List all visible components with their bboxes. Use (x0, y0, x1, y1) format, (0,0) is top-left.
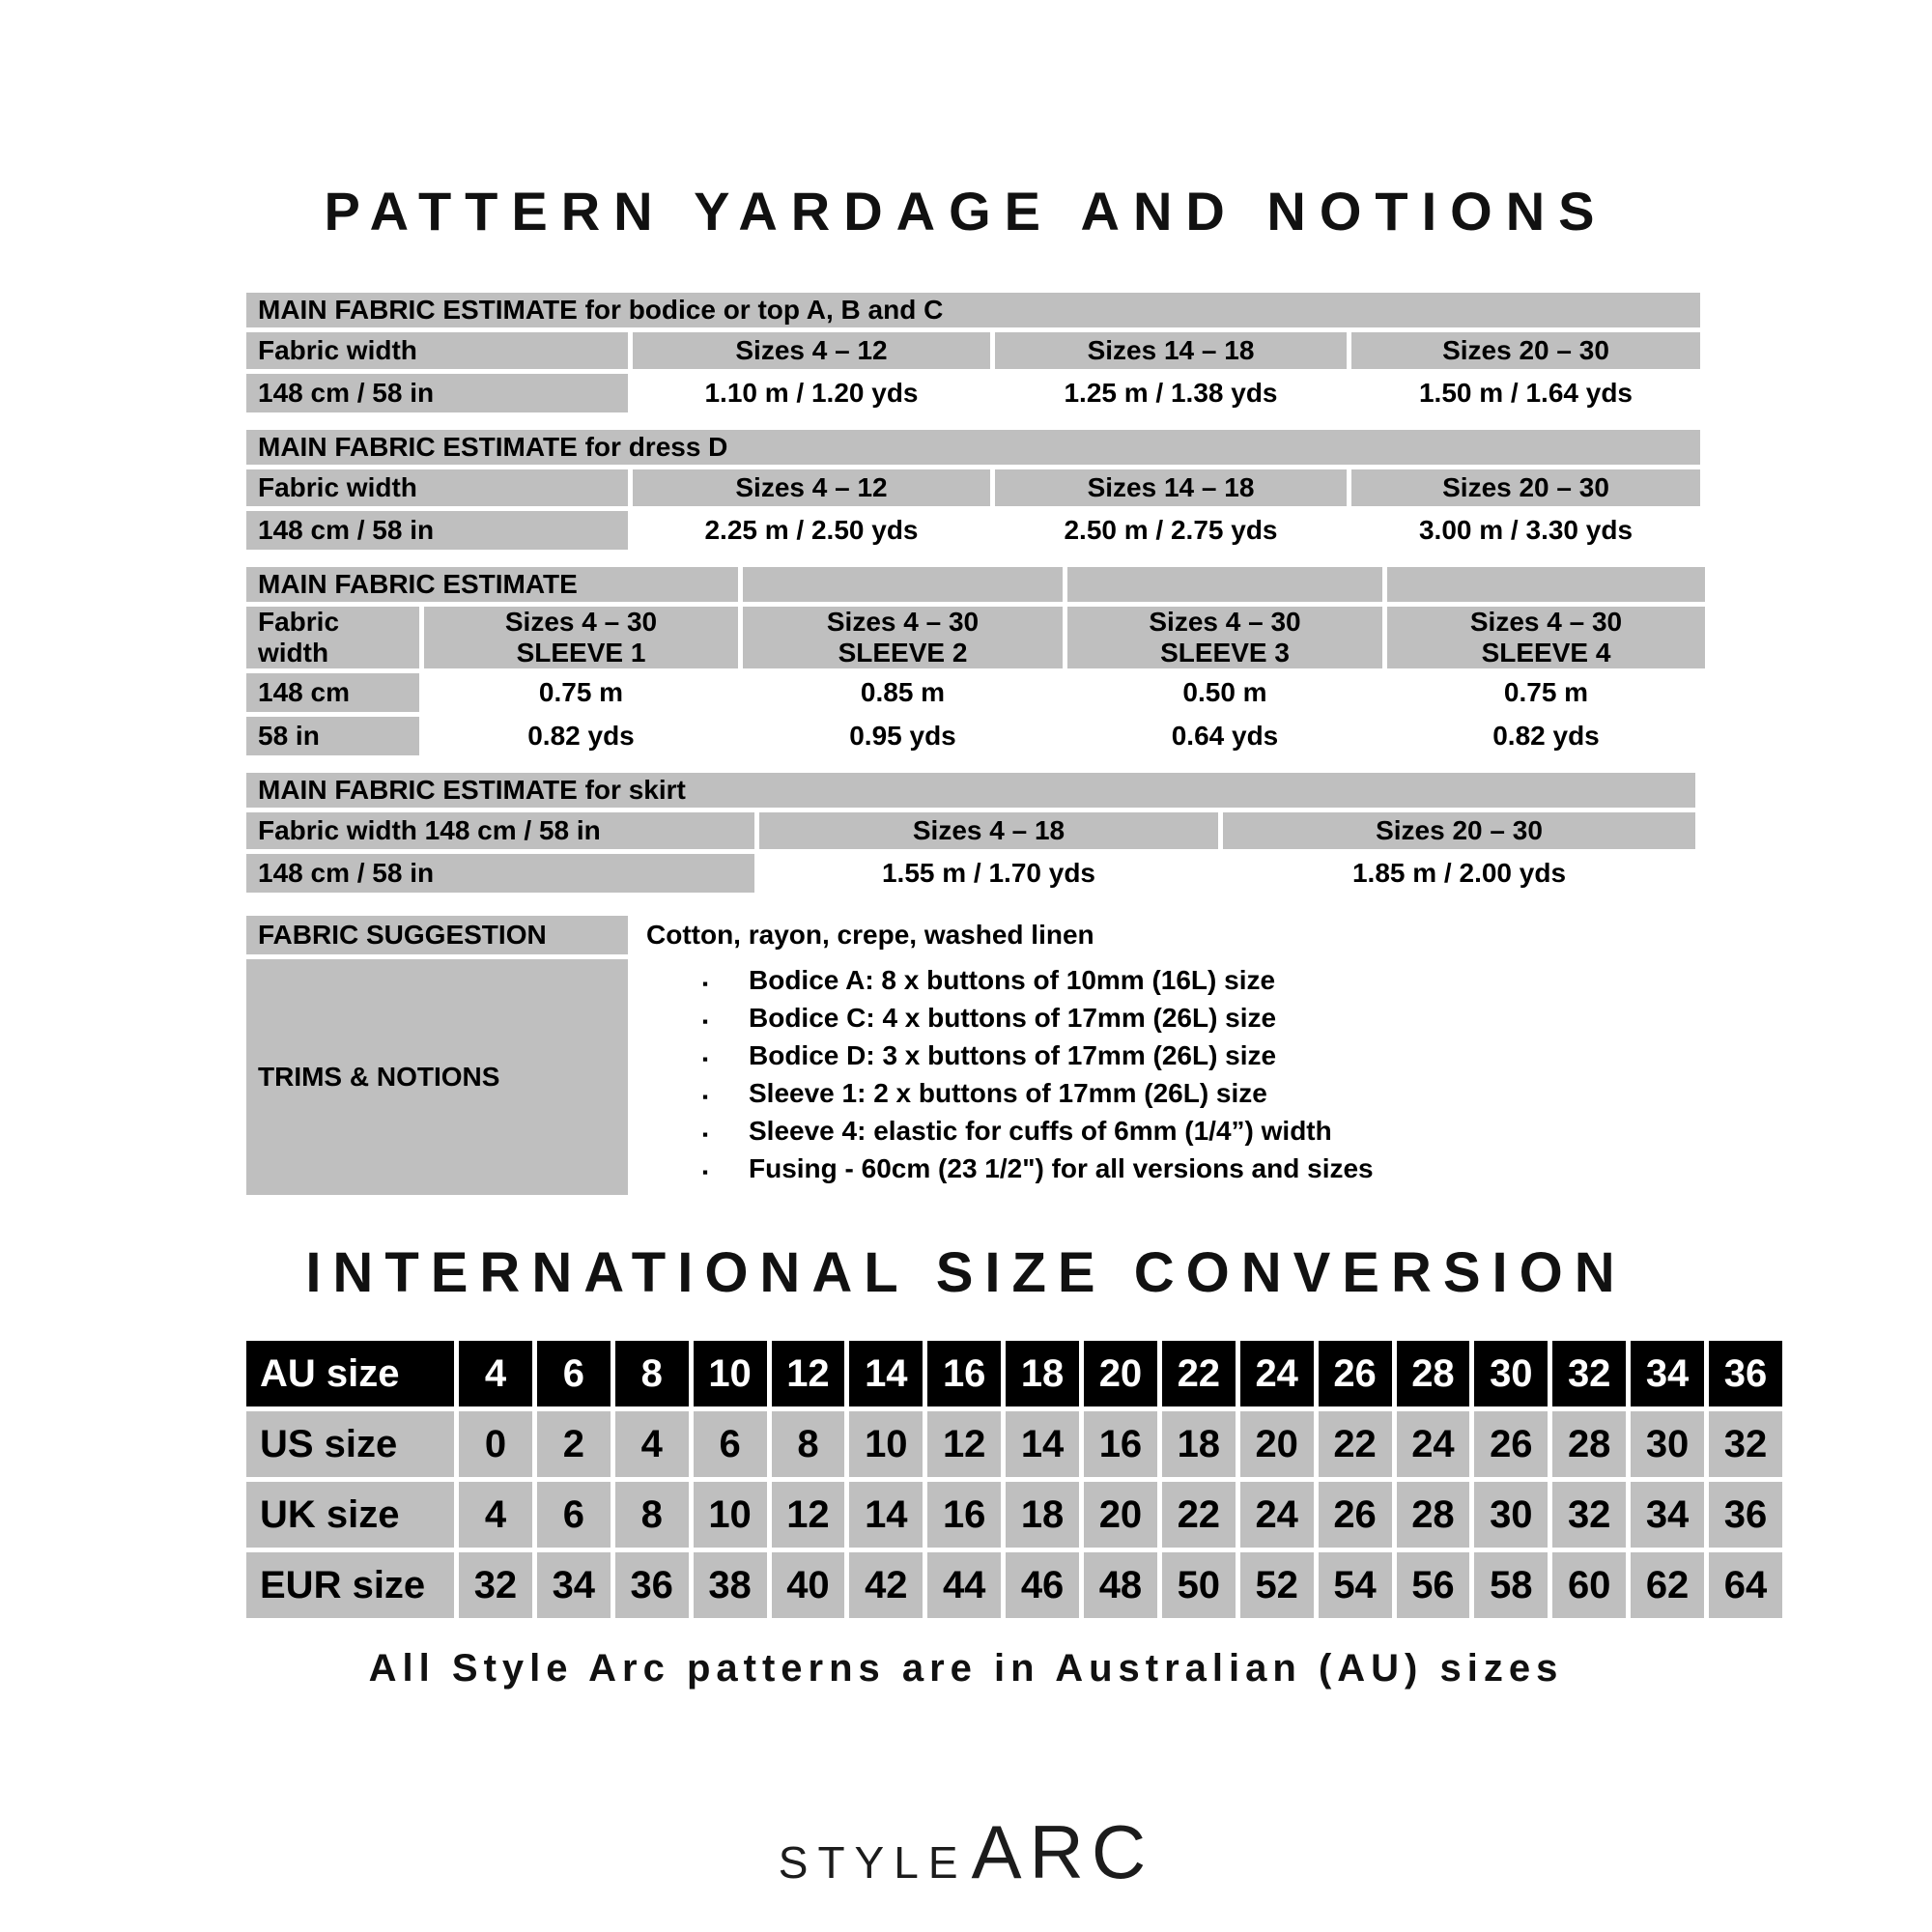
trims-item-text: Bodice A: 8 x buttons of 10mm (16L) size (749, 965, 1276, 995)
size-row-label: US size (246, 1411, 454, 1477)
table-header-row (246, 293, 1700, 327)
size-cell: 42 (849, 1552, 923, 1618)
size-cell: 34 (1631, 1482, 1704, 1548)
size-cell: 18 (1006, 1482, 1079, 1548)
column-header: Fabric width (246, 332, 628, 369)
size-cell: 32 (459, 1552, 532, 1618)
size-cell: 16 (1084, 1411, 1157, 1477)
table-header: MAIN FABRIC ESTIMATE (246, 567, 738, 602)
trims-item (633, 963, 1690, 1001)
row-label: 58 in (246, 717, 419, 755)
square-bullet-icon: ▪ (702, 1050, 709, 1068)
table-header: MAIN FABRIC ESTIMATE for skirt (246, 773, 1695, 808)
size-cell: 6 (537, 1482, 611, 1548)
trims-item (633, 1038, 1690, 1076)
size-row-label: EUR size (246, 1552, 454, 1618)
size-cell: 38 (694, 1552, 767, 1618)
column-header: Sizes 20 – 30 (1351, 469, 1700, 506)
row-label: 148 cm (246, 673, 419, 712)
size-cell: 26 (1474, 1411, 1548, 1477)
size-cell: 46 (1006, 1552, 1079, 1618)
table-header-row (246, 430, 1700, 465)
size-cell: 44 (927, 1552, 1001, 1618)
size-cell: 24 (1240, 1482, 1314, 1548)
fabric-suggestion-value: Cotton, rayon, crepe, washed linen (633, 916, 1690, 954)
value-cell: 1.10 m / 1.20 yds (633, 374, 990, 412)
size-row-au (246, 1341, 1782, 1406)
value-cell: 0.75 m (1387, 673, 1705, 712)
row-label: 148 cm / 58 in (246, 854, 754, 893)
size-cell: 8 (615, 1341, 689, 1406)
column-header-row (246, 607, 1705, 668)
stylearc-logo (0, 1808, 1932, 1896)
value-cell: 2.50 m / 2.75 yds (995, 511, 1347, 550)
square-bullet-icon: ▪ (702, 1088, 709, 1106)
column-header: Sizes 4 – 30 SLEEVE 2 (743, 607, 1063, 668)
size-cell: 36 (615, 1552, 689, 1618)
size-cell: 0 (459, 1411, 532, 1477)
column-header: Sizes 4 – 30 SLEEVE 1 (424, 607, 738, 668)
data-row (246, 854, 1695, 893)
size-cell: 18 (1162, 1411, 1236, 1477)
size-cell: 54 (1319, 1552, 1392, 1618)
size-cell: 52 (1240, 1552, 1314, 1618)
trims-item (633, 1114, 1690, 1151)
column-header: Sizes 4 – 18 (759, 812, 1218, 849)
column-header: Sizes 4 – 12 (633, 469, 990, 506)
square-bullet-icon: ▪ (702, 1012, 709, 1031)
fabric-table-dress (242, 425, 1705, 554)
data-row (246, 717, 1705, 755)
column-header-row (246, 469, 1700, 506)
size-cell: 28 (1552, 1411, 1626, 1477)
trims-item-text: Bodice D: 3 x buttons of 17mm (26L) size (749, 1040, 1277, 1070)
trims-item (633, 1076, 1690, 1114)
value-cell: 1.50 m / 1.64 yds (1351, 374, 1700, 412)
size-cell: 40 (772, 1552, 845, 1618)
size-cell: 10 (849, 1411, 923, 1477)
fabric-tables-section (242, 288, 1710, 1208)
size-cell: 12 (927, 1411, 1001, 1477)
column-header: Fabric width 148 cm / 58 in (246, 812, 754, 849)
logo-arc-text: ARC (971, 1809, 1154, 1894)
notions-table (242, 911, 1695, 1200)
value-cell: 0.82 yds (1387, 717, 1705, 755)
size-cell: 10 (694, 1482, 767, 1548)
size-cell: 20 (1084, 1341, 1157, 1406)
logo-style-text: STYLE (778, 1837, 968, 1888)
size-cell: 2 (537, 1411, 611, 1477)
size-cell: 34 (537, 1552, 611, 1618)
data-row (246, 673, 1705, 712)
value-cell: 3.00 m / 3.30 yds (1351, 511, 1700, 550)
size-cell: 14 (849, 1482, 923, 1548)
column-header: Sizes 14 – 18 (995, 332, 1347, 369)
table-header: MAIN FABRIC ESTIMATE for dress D (246, 430, 1700, 465)
size-row-us (246, 1411, 1782, 1477)
size-row-label: AU size (246, 1341, 454, 1406)
fabric-suggestion-row (246, 916, 1690, 954)
value-cell: 0.85 m (743, 673, 1063, 712)
trims-item-text: Bodice C: 4 x buttons of 17mm (26L) size (749, 1003, 1277, 1033)
size-cell: 28 (1397, 1482, 1470, 1548)
size-cell: 10 (694, 1341, 767, 1406)
size-cell: 8 (615, 1482, 689, 1548)
trims-notions-label: TRIMS & NOTIONS (246, 959, 628, 1195)
trims-list (633, 963, 1690, 1189)
size-cell: 4 (459, 1482, 532, 1548)
size-row-eur (246, 1552, 1782, 1618)
size-cell: 30 (1631, 1411, 1704, 1477)
column-header: Sizes 20 – 30 (1351, 332, 1700, 369)
trims-notions-row (246, 959, 1690, 1195)
fabric-table-sleeves (242, 562, 1710, 760)
column-header: Sizes 4 – 30 SLEEVE 4 (1387, 607, 1705, 668)
size-cell: 14 (1006, 1411, 1079, 1477)
size-cell: 28 (1397, 1341, 1470, 1406)
size-cell: 62 (1631, 1552, 1704, 1618)
value-cell: 1.85 m / 2.00 yds (1223, 854, 1695, 893)
row-label: 148 cm / 58 in (246, 374, 628, 412)
size-cell: 36 (1709, 1341, 1782, 1406)
square-bullet-icon: ▪ (702, 1125, 709, 1144)
row-label: 148 cm / 58 in (246, 511, 628, 550)
trims-notions-cell (633, 959, 1690, 1195)
size-cell: 34 (1631, 1341, 1704, 1406)
size-cell: 32 (1552, 1341, 1626, 1406)
au-sizes-note: All Style Arc patterns are in Australian (AU) sizes (368, 1647, 1564, 1690)
column-header: Sizes 4 – 30 SLEEVE 3 (1067, 607, 1382, 668)
size-cell: 8 (772, 1411, 845, 1477)
column-header: Sizes 20 – 30 (1223, 812, 1695, 849)
table-header: MAIN FABRIC ESTIMATE for bodice or top A, B and C (246, 293, 1700, 327)
size-cell: 16 (927, 1482, 1001, 1548)
size-cell: 26 (1319, 1341, 1392, 1406)
value-cell: 0.95 yds (743, 717, 1063, 755)
size-cell: 22 (1162, 1482, 1236, 1548)
trims-item-text: Sleeve 4: elastic for cuffs of 6mm (1/4”) width (749, 1116, 1332, 1146)
size-row-label: UK size (246, 1482, 454, 1548)
size-cell: 50 (1162, 1552, 1236, 1618)
size-cell: 20 (1240, 1411, 1314, 1477)
size-conversion-table (242, 1336, 1787, 1623)
trims-item (633, 1151, 1690, 1189)
fabric-table-bodice (242, 288, 1705, 417)
size-cell: 32 (1552, 1482, 1626, 1548)
value-cell: 0.64 yds (1067, 717, 1382, 755)
size-conversion-title: INTERNATIONAL SIZE CONVERSION (305, 1241, 1627, 1304)
value-cell: 1.25 m / 1.38 yds (995, 374, 1347, 412)
size-cell: 30 (1474, 1341, 1548, 1406)
size-cell: 24 (1240, 1341, 1314, 1406)
fabric-table-skirt (242, 768, 1700, 897)
table-header-empty-cell (1387, 567, 1705, 602)
table-header-row (246, 567, 1705, 602)
size-cell: 4 (459, 1341, 532, 1406)
column-header: Fabric width (246, 607, 419, 668)
size-conversion-section (242, 1336, 1787, 1623)
size-cell: 22 (1319, 1411, 1392, 1477)
size-cell: 58 (1474, 1552, 1548, 1618)
pattern-yardage-title: PATTERN YARDAGE AND NOTIONS (324, 181, 1608, 242)
fabric-suggestion-label: FABRIC SUGGESTION (246, 916, 628, 954)
size-cell: 12 (772, 1482, 845, 1548)
column-header-row (246, 812, 1695, 849)
size-cell: 4 (615, 1411, 689, 1477)
size-cell: 48 (1084, 1552, 1157, 1618)
value-cell: 1.55 m / 1.70 yds (759, 854, 1218, 893)
size-cell: 18 (1006, 1341, 1079, 1406)
size-cell: 56 (1397, 1552, 1470, 1618)
square-bullet-icon: ▪ (702, 975, 709, 993)
value-cell: 0.50 m (1067, 673, 1382, 712)
size-cell: 30 (1474, 1482, 1548, 1548)
size-cell: 24 (1397, 1411, 1470, 1477)
value-cell: 2.25 m / 2.50 yds (633, 511, 990, 550)
table-header-empty-cell (743, 567, 1063, 602)
size-cell: 14 (849, 1341, 923, 1406)
column-header: Sizes 4 – 12 (633, 332, 990, 369)
trims-item (633, 1001, 1690, 1038)
size-cell: 32 (1709, 1411, 1782, 1477)
data-row (246, 511, 1700, 550)
size-cell: 6 (694, 1411, 767, 1477)
data-row (246, 374, 1700, 412)
square-bullet-icon: ▪ (702, 1163, 709, 1181)
size-cell: 64 (1709, 1552, 1782, 1618)
size-cell: 22 (1162, 1341, 1236, 1406)
column-header: Sizes 14 – 18 (995, 469, 1347, 506)
size-row-uk (246, 1482, 1782, 1548)
size-cell: 36 (1709, 1482, 1782, 1548)
table-header-empty-cell (1067, 567, 1382, 602)
table-header-row (246, 773, 1695, 808)
trims-item-text: Sleeve 1: 2 x buttons of 17mm (26L) size (749, 1078, 1267, 1108)
trims-item-text: Fusing - 60cm (23 1/2") for all versions and sizes (749, 1153, 1374, 1183)
size-cell: 26 (1319, 1482, 1392, 1548)
column-header-row (246, 332, 1700, 369)
size-cell: 12 (772, 1341, 845, 1406)
size-cell: 20 (1084, 1482, 1157, 1548)
value-cell: 0.82 yds (424, 717, 738, 755)
value-cell: 0.75 m (424, 673, 738, 712)
size-cell: 60 (1552, 1552, 1626, 1618)
size-cell: 16 (927, 1341, 1001, 1406)
size-cell: 6 (537, 1341, 611, 1406)
column-header: Fabric width (246, 469, 628, 506)
